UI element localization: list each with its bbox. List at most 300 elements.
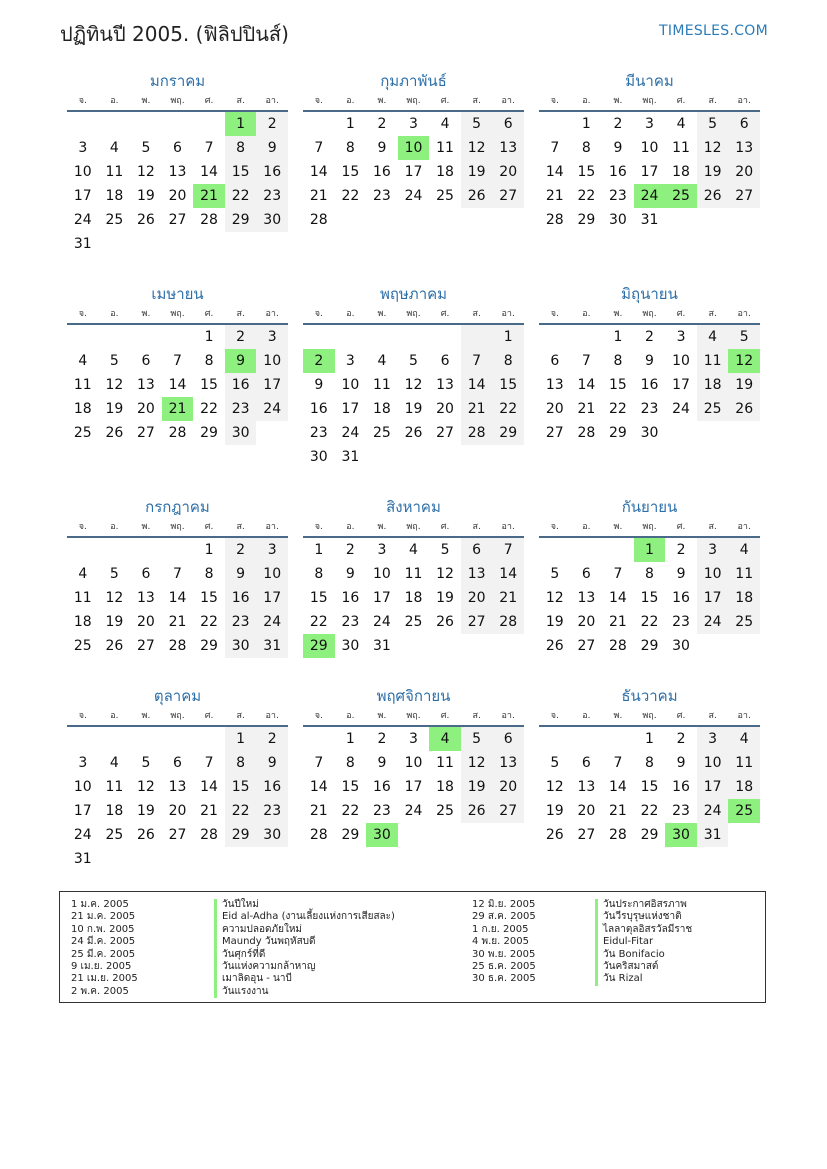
day-cell: 23 (256, 184, 288, 208)
day-cell: 24 (256, 610, 288, 634)
day-cell: 5 (550, 566, 560, 582)
holiday-day-cell: 12 (728, 349, 760, 373)
day-cell: 15 (640, 779, 659, 795)
holiday-day-cell: 24 (634, 184, 666, 208)
day-cell: 4 (728, 727, 760, 751)
day-cell: 7 (204, 755, 214, 771)
day-cell: 28 (609, 827, 627, 843)
day-cell: 19 (137, 188, 155, 204)
weekday-label: จ. (550, 309, 559, 319)
day-cell: 27 (492, 799, 524, 823)
holiday-day-cell: 9 (225, 349, 257, 373)
day-cell: 3 (697, 538, 729, 562)
day-cell: 12 (461, 136, 493, 160)
day-cell: 14 (577, 377, 596, 393)
holiday-name: วัน Bonifacio (595, 949, 692, 961)
day-cell: 13 (436, 377, 454, 393)
day-cell: 9 (676, 566, 686, 582)
day-cell: 10 (373, 566, 391, 582)
day-cell: 18 (105, 188, 124, 204)
day-cell: 5 (141, 755, 151, 771)
day-grid (539, 112, 760, 232)
day-cell: 27 (436, 425, 454, 441)
day-cell: 31 (640, 212, 659, 228)
weekday-header (539, 92, 760, 112)
holiday-day-cell: 30 (665, 823, 697, 847)
day-cell: 2 (377, 116, 387, 132)
day-cell: 19 (137, 803, 155, 819)
day-cell: 4 (728, 538, 760, 562)
day-cell: 12 (404, 377, 423, 393)
day-cell: 6 (581, 566, 591, 582)
weekday-label: พฤ. (170, 522, 185, 532)
holiday-list (59, 891, 766, 1003)
weekday-header (303, 707, 524, 727)
day-cell: 16 (672, 779, 690, 795)
day-cell: 16 (640, 377, 659, 393)
day-cell: 13 (168, 164, 187, 180)
day-cell: 20 (545, 401, 564, 417)
day-cell: 9 (613, 140, 623, 156)
day-cell: 16 (225, 373, 257, 397)
day-cell: 11 (404, 566, 423, 582)
day-cell: 7 (581, 353, 591, 369)
day-cell: 3 (377, 542, 387, 558)
day-cell: 17 (640, 164, 659, 180)
day-cell: 6 (141, 566, 151, 582)
day-cell: 14 (200, 779, 218, 795)
day-cell: 27 (137, 638, 155, 654)
weekday-label: อา. (501, 309, 515, 319)
day-cell: 26 (105, 425, 124, 441)
day-cell: 19 (105, 401, 124, 417)
month-block (539, 685, 760, 847)
day-cell: 5 (728, 325, 760, 349)
day-cell: 12 (461, 751, 493, 775)
day-cell: 2 (225, 325, 257, 349)
day-cell: 24 (697, 610, 729, 634)
weekday-label: ศ. (676, 711, 686, 721)
day-cell: 23 (341, 614, 360, 630)
day-cell: 22 (341, 803, 360, 819)
day-cell: 11 (73, 590, 92, 606)
day-cell: 14 (492, 562, 524, 586)
day-cell: 5 (461, 727, 493, 751)
weekday-label: ส. (236, 96, 245, 106)
empty-day-cell (571, 538, 603, 562)
day-cell: 24 (341, 425, 360, 441)
weekday-label: ส. (236, 711, 245, 721)
weekday-label: ศ. (676, 96, 686, 106)
empty-day-cell (67, 538, 99, 562)
day-cell: 3 (256, 538, 288, 562)
day-cell: 24 (404, 803, 423, 819)
day-grid (67, 112, 288, 256)
empty-day-cell (539, 727, 571, 751)
day-cell: 27 (168, 212, 187, 228)
day-cell: 25 (105, 827, 124, 843)
day-cell: 28 (577, 425, 596, 441)
weekday-label: ศ. (204, 309, 214, 319)
day-cell: 24 (256, 397, 288, 421)
empty-day-cell (461, 325, 493, 349)
day-cell: 12 (105, 590, 124, 606)
day-cell: 6 (728, 112, 760, 136)
holiday-names-left (214, 899, 395, 998)
day-cell: 22 (609, 401, 627, 417)
day-cell: 26 (436, 614, 454, 630)
day-cell: 20 (577, 614, 596, 630)
empty-day-cell (539, 538, 571, 562)
day-cell: 4 (440, 116, 450, 132)
day-cell: 23 (256, 799, 288, 823)
empty-day-cell (193, 727, 225, 751)
day-cell: 19 (461, 160, 493, 184)
day-cell: 23 (672, 803, 690, 819)
weekday-label: จ. (314, 711, 323, 721)
day-cell: 28 (461, 421, 493, 445)
day-cell: 20 (461, 586, 493, 610)
empty-day-cell (99, 325, 131, 349)
day-cell: 3 (697, 727, 729, 751)
weekday-label: พฤ. (642, 309, 657, 319)
day-cell: 21 (461, 397, 493, 421)
weekday-label: ศ. (204, 96, 214, 106)
day-cell: 25 (697, 397, 729, 421)
day-grid (67, 325, 288, 445)
day-cell: 14 (461, 373, 493, 397)
day-cell: 1 (345, 116, 355, 132)
empty-day-cell (130, 325, 162, 349)
day-cell: 3 (409, 116, 418, 132)
weekday-label: พฤ. (406, 711, 421, 721)
day-cell: 13 (168, 779, 187, 795)
day-cell: 15 (225, 775, 257, 799)
day-cell: 13 (137, 377, 155, 393)
day-cell: 2 (377, 731, 387, 747)
day-cell: 4 (377, 353, 387, 369)
day-cell: 23 (225, 610, 257, 634)
holiday-day-cell: 2 (303, 349, 335, 373)
day-cell: 18 (73, 401, 92, 417)
month-name: เมษายน (151, 285, 204, 303)
day-cell: 14 (200, 164, 218, 180)
day-cell: 16 (341, 590, 360, 606)
day-grid (539, 538, 760, 658)
day-cell: 31 (256, 634, 288, 658)
month-name: มกราคม (149, 72, 206, 90)
month-name: ตุลาคม (153, 687, 202, 705)
day-cell: 14 (609, 779, 627, 795)
day-cell: 17 (672, 377, 690, 393)
day-cell: 21 (309, 803, 328, 819)
day-cell: 16 (373, 779, 391, 795)
day-cell: 28 (309, 212, 328, 228)
day-cell: 27 (728, 184, 760, 208)
day-cell: 6 (173, 140, 182, 156)
day-cell: 17 (697, 586, 729, 610)
weekday-label: พฤ. (642, 522, 657, 532)
day-cell: 19 (105, 614, 124, 630)
holiday-date: 4 พ.ย. 2005 (472, 936, 529, 948)
day-cell: 14 (545, 164, 564, 180)
day-grid (303, 727, 524, 847)
day-cell: 20 (168, 188, 187, 204)
day-cell: 10 (256, 349, 288, 373)
weekday-label: พฤ. (406, 522, 421, 532)
weekday-label: จ. (314, 522, 323, 532)
day-cell: 30 (256, 823, 288, 847)
weekday-label: อา. (737, 309, 751, 319)
month-block (303, 283, 524, 469)
day-cell: 2 (225, 538, 257, 562)
holiday-date: 30 ธ.ค. 2005 (472, 973, 536, 985)
empty-day-cell (162, 727, 194, 751)
day-cell: 26 (137, 827, 155, 843)
day-cell: 10 (697, 562, 729, 586)
day-cell: 26 (545, 638, 564, 654)
day-cell: 13 (577, 590, 596, 606)
empty-day-cell (130, 727, 162, 751)
day-cell: 17 (404, 779, 423, 795)
day-cell: 26 (728, 397, 760, 421)
day-cell: 19 (436, 590, 454, 606)
holiday-day-cell: 21 (162, 397, 194, 421)
holiday-day-cell: 1 (225, 112, 257, 136)
day-cell: 18 (373, 401, 391, 417)
holiday-date: 10 ก.พ. 2005 (71, 923, 135, 935)
day-cell: 4 (78, 566, 88, 582)
day-cell: 9 (314, 377, 324, 393)
day-cell: 25 (404, 614, 423, 630)
day-cell: 11 (373, 377, 391, 393)
holiday-day-cell: 1 (634, 538, 666, 562)
day-cell: 24 (404, 188, 423, 204)
day-grid (67, 727, 288, 871)
day-cell: 8 (204, 566, 214, 582)
day-cell: 9 (345, 566, 355, 582)
day-cell: 3 (256, 325, 288, 349)
weekday-label: ส. (708, 309, 717, 319)
holiday-date: 9 เม.ย. 2005 (71, 960, 132, 972)
day-cell: 9 (676, 755, 686, 771)
empty-day-cell (162, 325, 194, 349)
holiday-date: 25 มี.ค. 2005 (71, 948, 136, 960)
day-cell: 6 (440, 353, 450, 369)
day-cell: 2 (676, 542, 686, 558)
weekday-label: อ. (346, 96, 355, 106)
day-cell: 30 (609, 212, 627, 228)
day-cell: 21 (168, 614, 187, 630)
day-cell: 12 (105, 377, 124, 393)
day-cell: 21 (200, 803, 218, 819)
day-cell: 8 (345, 755, 355, 771)
day-cell: 2 (676, 731, 686, 747)
day-cell: 6 (461, 538, 493, 562)
day-cell: 7 (461, 349, 493, 373)
day-cell: 15 (341, 779, 360, 795)
weekday-label: พฤ. (406, 309, 421, 319)
day-cell: 27 (168, 827, 187, 843)
day-cell: 22 (640, 614, 659, 630)
day-cell: 13 (492, 136, 524, 160)
day-cell: 22 (200, 614, 218, 630)
day-cell: 18 (436, 164, 454, 180)
day-cell: 4 (109, 140, 119, 156)
day-cell: 12 (436, 566, 454, 582)
day-cell: 22 (200, 401, 218, 417)
day-cell: 21 (609, 614, 627, 630)
day-cell: 1 (204, 542, 214, 558)
day-cell: 3 (676, 329, 686, 345)
day-cell: 10 (73, 779, 92, 795)
holiday-date: 29 ส.ค. 2005 (472, 911, 536, 923)
weekday-label: ศ. (440, 309, 450, 319)
day-cell: 26 (105, 638, 124, 654)
weekday-header (539, 305, 760, 325)
weekday-label: จ. (550, 711, 559, 721)
day-cell: 16 (225, 586, 257, 610)
day-cell: 8 (314, 566, 324, 582)
holiday-name: Eidul-Fitar (595, 936, 692, 948)
weekday-label: พ. (377, 96, 387, 106)
weekday-label: ส. (236, 522, 245, 532)
day-cell: 9 (256, 751, 288, 775)
day-cell: 17 (256, 586, 288, 610)
day-cell: 11 (728, 562, 760, 586)
weekday-label: ศ. (440, 96, 450, 106)
weekday-label: จ. (78, 522, 87, 532)
day-cell: 9 (377, 140, 387, 156)
day-cell: 8 (225, 136, 257, 160)
weekday-header (67, 305, 288, 325)
day-cell: 22 (225, 799, 257, 823)
holiday-name: ไลลาตุลอิสรวัลมีราช (595, 924, 692, 936)
day-cell: 24 (697, 799, 729, 823)
day-cell: 8 (645, 755, 654, 771)
empty-day-cell (303, 727, 335, 751)
day-cell: 28 (492, 610, 524, 634)
day-cell: 31 (73, 236, 92, 252)
weekday-label: อา. (737, 96, 751, 106)
day-cell: 22 (492, 397, 524, 421)
month-name: กันยายน (621, 498, 678, 516)
weekday-header (303, 92, 524, 112)
day-cell: 7 (613, 566, 623, 582)
day-cell: 28 (609, 638, 627, 654)
day-cell: 23 (225, 397, 257, 421)
day-cell: 7 (492, 538, 524, 562)
day-cell: 10 (697, 751, 729, 775)
day-cell: 17 (373, 590, 391, 606)
day-cell: 27 (577, 638, 596, 654)
day-cell: 25 (728, 610, 760, 634)
day-cell: 5 (697, 112, 729, 136)
empty-day-cell (67, 727, 99, 751)
day-cell: 16 (256, 775, 288, 799)
holiday-name: วันแรงงาน (214, 986, 395, 998)
day-cell: 26 (461, 184, 493, 208)
weekday-label: จ. (78, 96, 87, 106)
day-cell: 22 (225, 184, 257, 208)
day-cell: 4 (409, 542, 418, 558)
day-cell: 28 (309, 827, 328, 843)
day-cell: 8 (345, 140, 355, 156)
day-cell: 13 (461, 562, 493, 586)
day-cell: 29 (609, 425, 627, 441)
day-cell: 21 (609, 803, 627, 819)
day-cell: 28 (545, 212, 564, 228)
day-cell: 19 (404, 401, 423, 417)
day-cell: 8 (581, 140, 591, 156)
day-cell: 29 (577, 212, 596, 228)
weekday-label: อา. (265, 711, 279, 721)
day-grid (67, 538, 288, 658)
month-block (303, 70, 524, 232)
holiday-day-cell: 30 (366, 823, 398, 847)
day-grid (539, 325, 760, 445)
day-cell: 8 (204, 353, 214, 369)
weekday-header (67, 518, 288, 538)
weekday-label: อา. (737, 522, 751, 532)
day-cell: 12 (137, 164, 155, 180)
empty-day-cell (99, 112, 131, 136)
weekday-label: อา. (501, 522, 515, 532)
day-cell: 11 (436, 140, 454, 156)
day-cell: 23 (609, 188, 627, 204)
empty-day-cell (571, 325, 603, 349)
holiday-day-cell: 10 (398, 136, 430, 160)
day-cell: 15 (225, 160, 257, 184)
day-cell: 21 (492, 586, 524, 610)
holiday-name: วันศุกร์ที่ดี (214, 949, 395, 961)
day-cell: 18 (73, 614, 92, 630)
day-cell: 4 (109, 755, 119, 771)
weekday-label: อ. (346, 522, 355, 532)
day-cell: 31 (697, 823, 729, 847)
weekday-label: พ. (141, 309, 151, 319)
month-block (67, 70, 288, 256)
holiday-name: วันปีใหม่ (214, 899, 395, 911)
brand-link[interactable]: TIMESLES.COM (659, 23, 768, 39)
weekday-label: อา. (737, 711, 751, 721)
month-name: พฤศจิกายน (376, 687, 451, 705)
day-cell: 26 (461, 799, 493, 823)
month-name: มีนาคม (625, 72, 674, 90)
weekday-label: ศ. (440, 711, 450, 721)
day-cell: 1 (314, 542, 324, 558)
empty-day-cell (602, 538, 634, 562)
holiday-name: วันแห่งความกล้าหาญ (214, 961, 395, 973)
empty-day-cell (398, 325, 430, 349)
day-cell: 16 (256, 160, 288, 184)
day-cell: 15 (200, 590, 218, 606)
day-cell: 18 (105, 803, 124, 819)
day-cell: 23 (672, 614, 690, 630)
day-cell: 20 (137, 614, 155, 630)
day-cell: 8 (492, 349, 524, 373)
day-cell: 1 (645, 731, 654, 747)
day-cell: 17 (73, 803, 92, 819)
day-cell: 27 (492, 184, 524, 208)
weekday-label: พฤ. (406, 96, 421, 106)
weekday-label: พฤ. (642, 711, 657, 721)
day-cell: 3 (78, 140, 88, 156)
day-cell: 25 (373, 425, 391, 441)
empty-day-cell (571, 727, 603, 751)
day-cell: 13 (492, 751, 524, 775)
day-cell: 30 (672, 638, 690, 654)
